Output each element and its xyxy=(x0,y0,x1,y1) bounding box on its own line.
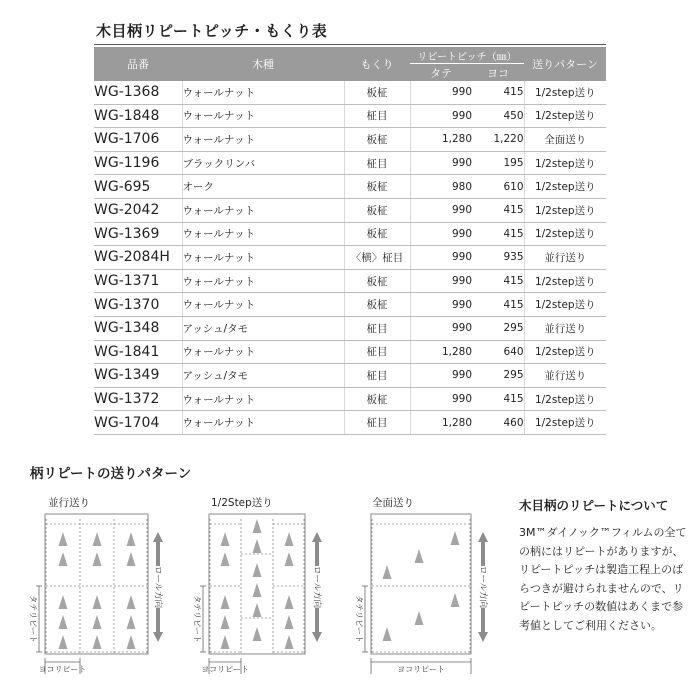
repeat-yoko: 295 xyxy=(472,364,524,388)
feed-pattern: 並行送り xyxy=(524,364,606,388)
wood-type: オーク xyxy=(182,175,344,199)
repeat-yoko: 640 xyxy=(472,340,524,364)
repeat-tate: 1,280 xyxy=(410,128,472,152)
repeat-tate: 990 xyxy=(410,198,472,222)
wood-type: ウォールナット xyxy=(182,293,344,317)
grain-type: 柾目 xyxy=(344,104,410,128)
wood-type: ウォールナット xyxy=(182,104,344,128)
wood-type: ウォールナット xyxy=(182,198,344,222)
arrow-down-icon xyxy=(312,632,322,642)
arrow-shaft xyxy=(315,542,319,566)
page-title: 木目柄リピートピッチ・もくり表 xyxy=(96,22,328,40)
product-code: WG-1196 xyxy=(94,151,182,175)
feed-pattern: 1/2step送り xyxy=(524,293,606,317)
diagram-label-full: 全面送り xyxy=(372,497,414,509)
arrow-shaft xyxy=(481,608,485,632)
wood-type: ウォールナット xyxy=(182,411,344,435)
grain-type: 板柾 xyxy=(344,198,410,222)
feed-pattern: 並行送り xyxy=(524,246,606,270)
repeat-yoko: 1,220 xyxy=(472,128,524,152)
grain-type: 板柾 xyxy=(344,269,410,293)
grain-type: 柾目 xyxy=(344,316,410,340)
product-code: WG-1704 xyxy=(94,411,182,435)
header-yoko: ヨコ xyxy=(472,64,524,82)
grain-type: 柾目 xyxy=(344,340,410,364)
feed-pattern: 1/2step送り xyxy=(524,222,606,246)
feed-pattern: 1/2step送り xyxy=(524,198,606,222)
arrow-shaft xyxy=(156,542,160,566)
diagram-label-parallel: 並行送り xyxy=(48,497,90,509)
grain-type: 柾目 xyxy=(344,411,410,435)
wood-type: ウォールナット xyxy=(182,128,344,152)
horizontal-repeat-label: ヨコリピート xyxy=(38,665,87,674)
vertical-repeat-label: タテリピート xyxy=(192,595,202,643)
repeat-tate: 980 xyxy=(410,175,472,199)
grain-type: 柾目 xyxy=(344,151,410,175)
grain-type: 〈横〉柾目 xyxy=(344,246,410,270)
product-code: WG-1372 xyxy=(94,387,182,411)
horizontal-repeat-label: ヨコリピート xyxy=(397,665,445,674)
feed-pattern: 1/2step送り xyxy=(524,81,606,104)
repeat-tate: 990 xyxy=(410,81,472,104)
about-title: 木目柄のリピートについて xyxy=(519,498,669,513)
product-code: WG-1848 xyxy=(94,104,182,128)
repeat-tate: 990 xyxy=(410,246,472,270)
wood-type: ウォールナット xyxy=(182,81,344,104)
repeat-tate: 990 xyxy=(410,269,472,293)
repeat-tate: 1,280 xyxy=(410,340,472,364)
product-code: WG-1370 xyxy=(94,293,182,317)
wood-type: ウォールナット xyxy=(182,246,344,270)
repeat-yoko: 935 xyxy=(472,246,524,270)
horizontal-repeat-label: ヨコリピート xyxy=(201,665,249,674)
grain-type: 柾目 xyxy=(344,364,410,388)
product-code: WG-1368 xyxy=(94,81,182,104)
wood-type: アッシュ/タモ xyxy=(182,316,344,340)
feed-pattern: 1/2step送り xyxy=(524,387,606,411)
header-repeat-pitch: リピートピッチ（㎜） xyxy=(410,47,524,64)
repeat-yoko: 415 xyxy=(472,387,524,411)
repeat-yoko: 415 xyxy=(472,198,524,222)
wood-type: ウォールナット xyxy=(182,269,344,293)
grain-type: 板柾 xyxy=(344,128,410,152)
pattern-section-title: 柄リピートの送りパターン xyxy=(30,466,192,482)
grain-type: 板柾 xyxy=(344,387,410,411)
arrow-shaft xyxy=(156,608,160,632)
wood-type: ウォールナット xyxy=(182,340,344,364)
roll-direction-label: ロール方向 xyxy=(311,565,322,609)
repeat-yoko: 415 xyxy=(472,293,524,317)
about-text: 3M™ダイノック™フィルムの全ての柄にはリピートがありますが、リピートピッチは製造工程上のばらつきが避けられませんので、リピートピッチの数値はあくまで参考値としてご利用ください。 xyxy=(519,526,687,632)
arrow-shaft xyxy=(481,542,485,566)
arrow-up-icon xyxy=(478,532,488,542)
feed-pattern: 1/2step送り xyxy=(524,340,606,364)
product-code: WG-1841 xyxy=(94,340,182,364)
roll-direction-label: ロール方向 xyxy=(477,565,488,609)
feed-pattern: 1/2step送り xyxy=(524,151,606,175)
repeat-yoko: 415 xyxy=(472,269,524,293)
wood-type: アッシュ/タモ xyxy=(182,364,344,388)
wood-type: ウォールナット xyxy=(182,387,344,411)
repeat-tate: 990 xyxy=(410,104,472,128)
grain-type: 板柾 xyxy=(344,222,410,246)
header-wood: 木種 xyxy=(182,47,344,81)
grain-type: 板柾 xyxy=(344,81,410,104)
feed-pattern: 全面送り xyxy=(524,128,606,152)
product-code: WG-1371 xyxy=(94,269,182,293)
product-code: WG-1348 xyxy=(94,316,182,340)
wood-type: ブラックリンバ xyxy=(182,151,344,175)
header-code: 品番 xyxy=(94,47,182,81)
repeat-tate: 990 xyxy=(410,293,472,317)
repeat-tate: 1,280 xyxy=(410,411,472,435)
repeat-yoko: 415 xyxy=(472,222,524,246)
arrow-down-icon xyxy=(153,632,163,642)
repeat-yoko: 450 xyxy=(472,104,524,128)
wood-type: ウォールナット xyxy=(182,222,344,246)
product-code: WG-1706 xyxy=(94,128,182,152)
product-code: WG-1369 xyxy=(94,222,182,246)
repeat-yoko: 295 xyxy=(472,316,524,340)
repeat-yoko: 415 xyxy=(472,81,524,104)
grain-type: 板柾 xyxy=(344,293,410,317)
arrow-shaft xyxy=(315,608,319,632)
diagram-label-half-step: 1/2Step送り xyxy=(211,497,273,509)
repeat-tate: 990 xyxy=(410,222,472,246)
roll-direction-label: ロール方向 xyxy=(152,565,163,609)
feed-pattern: 1/2step送り xyxy=(524,411,606,435)
header-pattern: 送りパターン xyxy=(524,47,606,81)
product-code: WG-2084H xyxy=(94,246,182,270)
vertical-repeat-label: タテリピート xyxy=(354,595,364,643)
feed-pattern: 並行送り xyxy=(524,316,606,340)
repeat-tate: 990 xyxy=(410,364,472,388)
repeat-tate: 990 xyxy=(410,151,472,175)
arrow-up-icon xyxy=(312,532,322,542)
arrow-up-icon xyxy=(153,532,163,542)
repeat-yoko: 610 xyxy=(472,175,524,199)
repeat-yoko: 195 xyxy=(472,151,524,175)
product-code: WG-695 xyxy=(94,175,182,199)
arrow-down-icon xyxy=(478,632,488,642)
vertical-repeat-label: タテリピート xyxy=(28,595,38,643)
header-tate: タテ xyxy=(410,64,472,82)
repeat-tate: 990 xyxy=(410,387,472,411)
repeat-tate: 990 xyxy=(410,316,472,340)
repeat-yoko: 460 xyxy=(472,411,524,435)
product-code: WG-2042 xyxy=(94,198,182,222)
grain-type: 板柾 xyxy=(344,175,410,199)
product-code: WG-1349 xyxy=(94,364,182,388)
header-grain: もくり xyxy=(344,47,410,81)
feed-pattern: 1/2step送り xyxy=(524,269,606,293)
feed-pattern: 1/2step送り xyxy=(524,175,606,199)
feed-pattern: 1/2step送り xyxy=(524,104,606,128)
